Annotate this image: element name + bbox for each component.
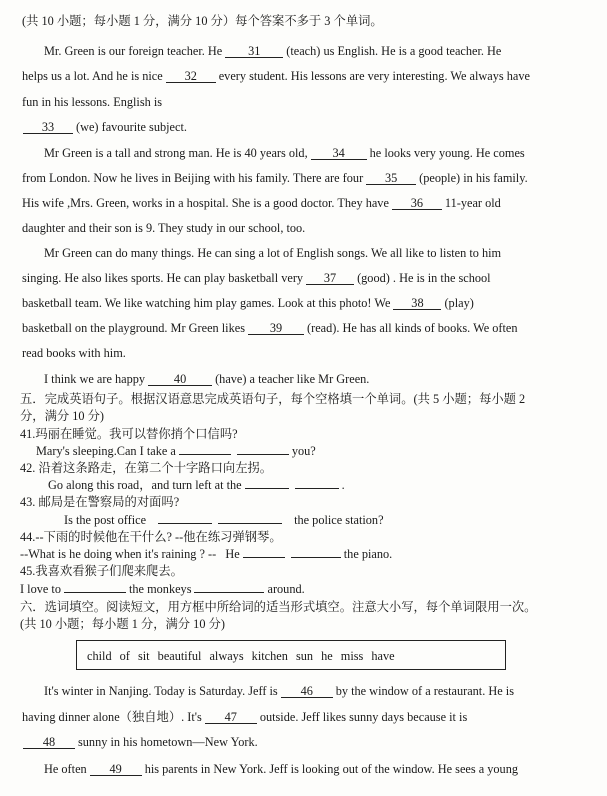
section-instruction-tail: (共 10 小题；每小题 1 分，满分 10 分）每个答案不多于 3 个单词。	[22, 14, 383, 28]
passage-line: from London. Now he lives in Beijing with his family. There are four 35 (people) in his family.	[22, 171, 528, 185]
q44-english: --What is he doing when it's raining ? -- He the piano.	[20, 547, 393, 561]
answer-blank-48[interactable]: 48	[23, 736, 75, 749]
q42-chinese: 42. 沿着这条路走，在第二个十字路口向左拐。	[20, 461, 273, 475]
answer-blank-49[interactable]: 49	[90, 763, 142, 776]
passage-line: His wife ,Mrs. Green, works in a hospital. She is a good doctor. They have 36 11-year old	[22, 196, 501, 210]
passage-line: having dinner alone（独自地）. It's 47 outside. Jeff likes sunny days because it is	[22, 710, 468, 724]
passage-line: helps us a lot. And he is nice 32 every student. His lessons are very interesting. We always have	[22, 69, 530, 83]
q45-english: I love to the monkeys around.	[20, 582, 305, 596]
passage-line: 33 (we) favourite subject.	[20, 120, 187, 134]
passage-line: 48 sunny in his hometown—New York.	[20, 735, 258, 749]
passage-line: basketball team. We like watching him play games. Look at this photo! We 38 (play)	[22, 296, 474, 310]
q45-blank-1[interactable]	[64, 592, 126, 593]
passage-line: Mr. Green is our foreign teacher. He 31 (teach) us English. He is a good teacher. He	[44, 44, 502, 58]
q43-blank-1[interactable]	[158, 523, 212, 524]
q43-chinese: 43. 邮局是在警察局的对面吗?	[20, 495, 180, 509]
passage-line: Mr Green is a tall and strong man. He is 40 years old, 34 he looks very young. He comes	[44, 146, 525, 160]
section-5-title-cont: 分，满分 10 分)	[20, 409, 105, 423]
q44-blank-1[interactable]	[243, 557, 285, 558]
q44-blank-2[interactable]	[291, 557, 341, 558]
answer-blank-31[interactable]: 31	[225, 45, 283, 58]
answer-blank-47[interactable]: 47	[205, 711, 257, 724]
word-bank: child of sit beautiful always kitchen sun he miss have	[87, 649, 395, 663]
passage-line: Mr Green can do many things. He can sing a lot of English songs. We all like to listen to him	[44, 246, 502, 260]
answer-blank-38[interactable]: 38	[393, 297, 441, 310]
q41-english: Mary's sleeping.Can I take a you?	[36, 444, 316, 458]
q42-blank-1[interactable]	[245, 488, 289, 489]
q41-blank-2[interactable]	[237, 454, 289, 455]
passage-line: read books with him.	[22, 346, 126, 360]
word-bank-box	[76, 640, 506, 670]
answer-blank-33[interactable]: 33	[23, 121, 73, 134]
answer-blank-39[interactable]: 39	[248, 322, 304, 335]
answer-blank-34[interactable]: 34	[311, 147, 367, 160]
answer-blank-40[interactable]: 40	[148, 373, 212, 386]
q44-chinese: 44.--下雨的时候他在干什么? --他在练习弹钢琴。	[20, 530, 282, 544]
section-6-title: 六．选词填空。阅读短文，用方框中所给词的适当形式填空。注意大小写，每个单词限用一次。	[20, 600, 537, 614]
passage-line: singing. He also likes sports. He can play basketball very 37 (good) . He is in the school	[22, 271, 491, 285]
section-5-title: 五．完成英语句子。根据汉语意思完成英语句子，每个空格填一个单词。(共 5 小题；每小题 2	[20, 392, 526, 406]
q43-blank-2[interactable]	[218, 523, 282, 524]
q43-english: Is the post office the police station?	[64, 513, 384, 527]
section-6-title-cont: (共 10 小题；每小题 1 分，满分 10 分)	[20, 617, 225, 631]
answer-blank-36[interactable]: 36	[392, 197, 442, 210]
answer-blank-46[interactable]: 46	[281, 685, 333, 698]
answer-blank-37[interactable]: 37	[306, 272, 354, 285]
q41-chinese: 41.玛丽在睡觉。我可以替你捎个口信吗?	[20, 427, 238, 441]
q42-english: Go along this road，and turn left at the .	[48, 478, 345, 492]
passage-line: basketball on the playground. Mr Green likes 39 (read). He has all kinds of books. We often	[22, 321, 518, 335]
passage-line: daughter and their son is 9. They study in our school, too.	[22, 221, 306, 235]
answer-blank-32[interactable]: 32	[166, 70, 216, 83]
q42-blank-2[interactable]	[295, 488, 339, 489]
passage-line: I think we are happy 40 (have) a teacher like Mr Green.	[44, 372, 370, 386]
q45-chinese: 45.我喜欢看猴子们爬来爬去。	[20, 564, 183, 578]
answer-blank-35[interactable]: 35	[366, 172, 416, 185]
passage-line: It's winter in Nanjing. Today is Saturday. Jeff is 46 by the window of a restaurant. He is	[44, 684, 514, 698]
q45-blank-2[interactable]	[194, 592, 264, 593]
passage-line: He often 49 his parents in New York. Jeff is looking out of the window. He sees a young	[44, 762, 518, 776]
passage-line: fun in his lessons. English is	[22, 95, 163, 109]
q41-blank-1[interactable]	[179, 454, 231, 455]
